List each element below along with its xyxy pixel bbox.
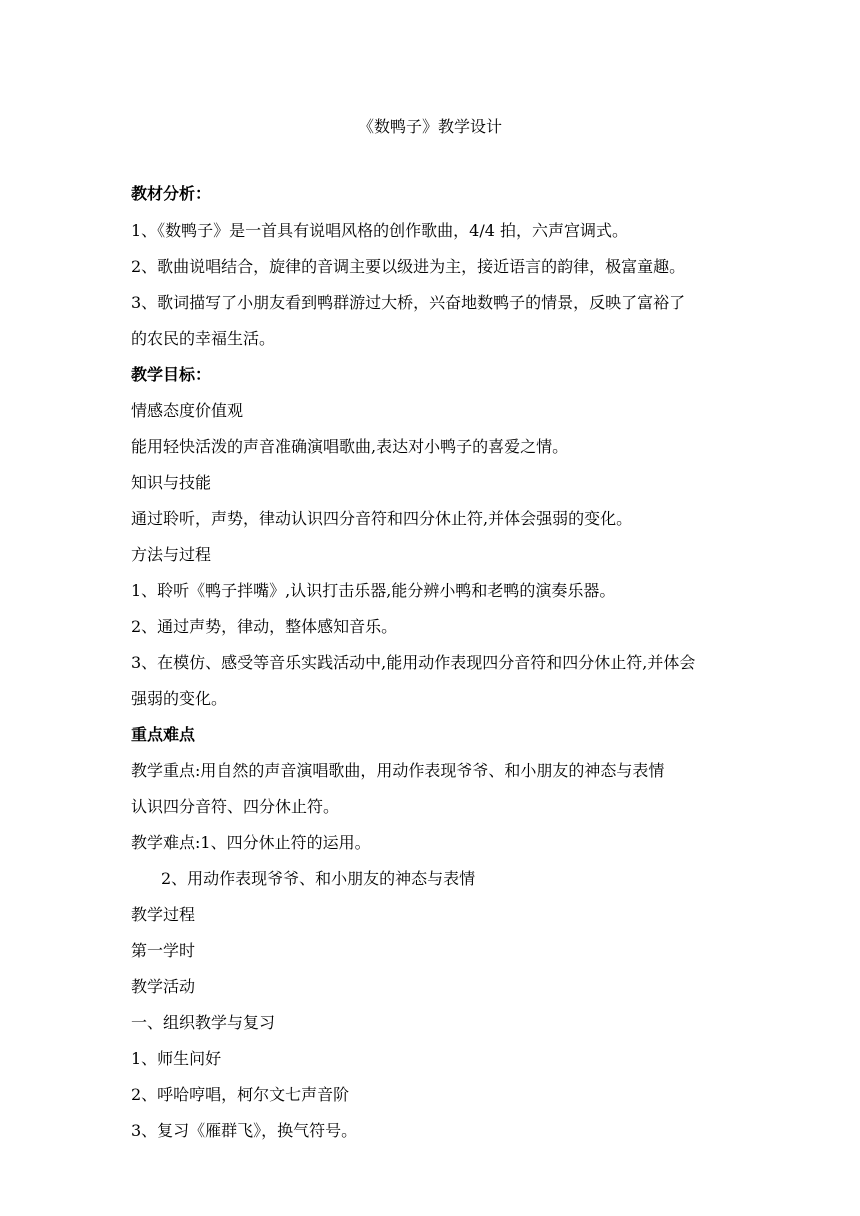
- section-heading-teaching-process: 教学过程: [131, 905, 196, 924]
- method-item-1: 1、聆听《鸭子拌嘴》,认识打击乐器,能分辨小鸭和老鸭的演奏乐器。: [131, 581, 616, 600]
- activity-heading-organize-review: 一、组织教学与复习: [131, 1013, 276, 1032]
- lesson-one-heading: 第一学时: [131, 941, 196, 960]
- analysis-item-1: 1、《数鸭子》是一首具有说唱风格的创作歌曲，4/4 拍，六声宫调式。: [131, 221, 629, 240]
- analysis-item-3: 3、歌词描写了小朋友看到鸭群游过大桥，兴奋地数鸭子的情景，反映了富裕了: [131, 293, 686, 312]
- subheading-method-process: 方法与过程: [131, 545, 212, 564]
- section-heading-textbook-analysis: 教材分析：: [131, 184, 212, 203]
- analysis-item-2: 2、歌曲说唱结合，旋律的音调主要以级进为主，接近语言的韵律，极富童趣。: [131, 257, 686, 276]
- activity-item-3: 3、复习《雁群飞》，换气符号。: [131, 1121, 358, 1140]
- section-heading-teaching-goals: 教学目标：: [131, 365, 212, 384]
- difficulty-item-1: 教学难点:1、四分休止符的运用。: [131, 833, 371, 852]
- method-item-3-continued: 强弱的变化。: [131, 689, 228, 708]
- method-item-3: 3、在模仿、感受等音乐实践活动中,能用动作表现四分音符和四分休止符,并体会: [131, 653, 696, 672]
- goal-emotion-text: 能用轻快活泼的声音准确演唱歌曲,表达对小鸭子的喜爱之情。: [131, 437, 569, 456]
- subheading-knowledge-skills: 知识与技能: [131, 473, 212, 492]
- activity-item-1: 1、师生问好: [131, 1049, 222, 1068]
- goal-knowledge-text: 通过聆听，声势，律动认识四分音符和四分休止符,并体会强弱的变化。: [131, 509, 633, 528]
- analysis-item-3-continued: 的农民的幸福生活。: [131, 329, 276, 348]
- key-point-text-continued: 认识四分音符、四分休止符。: [131, 797, 340, 816]
- activity-item-2: 2、呼哈哼唱，柯尔文七声音阶: [131, 1085, 350, 1104]
- key-point-text: 教学重点:用自然的声音演唱歌曲，用动作表现爷爷、和小朋友的神态与表情: [131, 761, 665, 780]
- difficulty-item-2: 2、用动作表现爷爷、和小朋友的神态与表情: [161, 869, 476, 888]
- subheading-emotion-values: 情感态度价值观: [131, 401, 244, 420]
- method-item-2: 2、通过声势，律动，整体感知音乐。: [131, 617, 398, 636]
- section-heading-key-difficulties: 重点难点: [131, 725, 196, 744]
- teaching-activities-heading: 教学活动: [131, 977, 196, 996]
- document-title: 《数鸭子》教学设计: [357, 117, 502, 136]
